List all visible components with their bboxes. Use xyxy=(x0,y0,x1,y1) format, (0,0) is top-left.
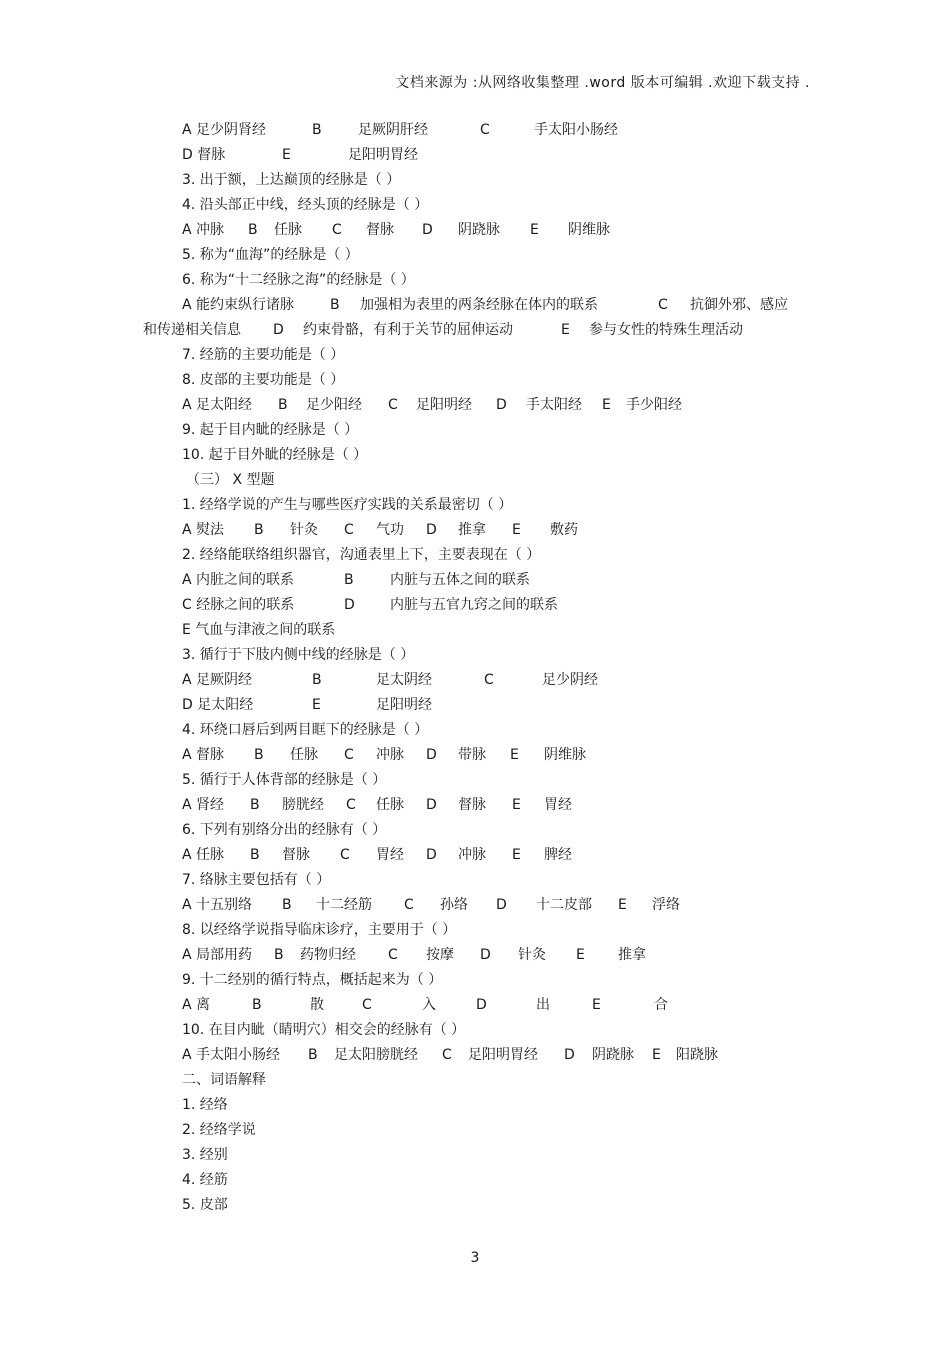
text-segment: 4. 经筋 xyxy=(182,1172,228,1188)
text-segment: D xyxy=(564,1047,575,1063)
text-segment: 6. 称为“十二经脉之海”的经脉是（ ） xyxy=(182,272,415,288)
text-segment: B xyxy=(330,297,340,313)
text-segment: 5. 循行于人体背部的经脉是（ ） xyxy=(182,772,387,788)
text-segment: 10. 在目内眦（睛明穴）相交会的经脉有（ ） xyxy=(182,1022,466,1038)
text-segment: E xyxy=(618,897,627,913)
text-segment: 3. 出于额，上达巅顶的经脉是（ ） xyxy=(182,172,401,188)
text-segment: 足少阴经 xyxy=(542,672,598,688)
text-segment: 足阳明胃经 xyxy=(468,1047,538,1063)
text-segment: A 局部用药 xyxy=(182,947,253,963)
text-segment: D xyxy=(426,797,437,813)
text-line xyxy=(0,618,950,643)
text-line xyxy=(0,1043,950,1068)
text-segment: D xyxy=(426,522,437,538)
text-segment: 10. 起于目外眦的经脉是（ ） xyxy=(182,447,368,463)
text-line xyxy=(0,768,950,793)
text-segment: C xyxy=(442,1047,452,1063)
text-segment: 散 xyxy=(310,997,324,1013)
text-segment: 合 xyxy=(654,997,668,1013)
text-line xyxy=(0,793,950,818)
text-segment: B xyxy=(312,672,322,688)
text-segment: 督脉 xyxy=(366,222,394,238)
text-segment: C xyxy=(388,397,398,413)
text-segment: C xyxy=(480,122,490,138)
text-segment: D xyxy=(496,397,507,413)
text-segment: 针灸 xyxy=(290,522,318,538)
text-segment: B xyxy=(282,897,292,913)
text-segment: 二、词语解释 xyxy=(182,1072,266,1088)
text-segment: A 能约束纵行诸脉 xyxy=(182,297,295,313)
text-line xyxy=(0,1018,950,1043)
text-segment: 督脉 xyxy=(282,847,310,863)
text-line xyxy=(0,168,950,193)
text-line xyxy=(0,1168,950,1193)
text-segment: 7. 络脉主要包括有（ ） xyxy=(182,872,331,888)
text-segment: 4. 环绕口唇后到两目眶下的经脉是（ ） xyxy=(182,722,429,738)
text-line xyxy=(0,268,950,293)
text-segment: 针灸 xyxy=(518,947,546,963)
text-line xyxy=(0,868,950,893)
text-segment: 9. 起于目内眦的经脉是（ ） xyxy=(182,422,359,438)
text-segment: E 气血与津液之间的联系 xyxy=(182,622,336,638)
text-line xyxy=(0,693,950,718)
text-segment: A 内脏之间的联系 xyxy=(182,572,295,588)
text-line xyxy=(0,668,950,693)
text-segment: B xyxy=(254,747,264,763)
text-segment: 8. 皮部的主要功能是（ ） xyxy=(182,372,345,388)
text-segment: 阴维脉 xyxy=(544,747,586,763)
text-line xyxy=(0,118,950,143)
text-segment: A 十五别络 xyxy=(182,897,253,913)
text-segment: 胃经 xyxy=(376,847,404,863)
text-segment: 推拿 xyxy=(618,947,646,963)
text-line xyxy=(0,918,950,943)
text-line xyxy=(0,1068,950,1093)
text-segment: D xyxy=(426,747,437,763)
text-segment: B xyxy=(274,947,284,963)
text-segment: E xyxy=(576,947,585,963)
text-segment: 十二皮部 xyxy=(536,897,592,913)
text-segment: 2. 经络学说 xyxy=(182,1122,256,1138)
text-segment: 内脏与五体之间的联系 xyxy=(390,572,530,588)
text-segment: 入 xyxy=(422,997,436,1013)
text-segment: 阴跷脉 xyxy=(458,222,500,238)
page-number: 3 xyxy=(470,1250,480,1266)
text-segment: A 足少阴肾经 xyxy=(182,122,267,138)
page-header: 文档来源为 :从网络收集整理 .word 版本可编辑 .欢迎下载支持 . xyxy=(395,75,810,91)
text-line xyxy=(0,818,950,843)
text-segment: D xyxy=(273,322,284,338)
text-segment: 十二经筋 xyxy=(316,897,372,913)
text-segment: C xyxy=(346,797,356,813)
text-segment: C xyxy=(388,947,398,963)
text-line xyxy=(0,1193,950,1218)
text-line xyxy=(0,318,950,343)
text-segment: B xyxy=(250,847,260,863)
text-segment: C xyxy=(362,997,372,1013)
text-segment: 4. 沿头部正中线，经头顶的经脉是（ ） xyxy=(182,197,429,213)
text-segment: 8. 以经络学说指导临床诊疗，主要用于（ ） xyxy=(182,922,457,938)
text-line xyxy=(0,943,950,968)
text-line xyxy=(0,293,950,318)
text-segment: （三） X 型题 xyxy=(186,472,275,488)
text-line xyxy=(0,718,950,743)
text-segment: E xyxy=(512,522,521,538)
text-line xyxy=(0,393,950,418)
text-line xyxy=(0,543,950,568)
text-segment: 任脉 xyxy=(376,797,404,813)
text-segment: 2. 经络能联络组织器官，沟通表里上下，主要表现在（ ） xyxy=(182,547,541,563)
text-segment: C xyxy=(344,747,354,763)
text-segment: B xyxy=(344,572,354,588)
text-segment: E xyxy=(512,797,521,813)
text-segment: 加强相为表里的两条经脉在体内的联系 xyxy=(360,297,598,313)
text-segment: 带脉 xyxy=(458,747,486,763)
text-segment: 督脉 xyxy=(458,797,486,813)
text-segment: C xyxy=(404,897,414,913)
text-line xyxy=(0,243,950,268)
text-segment: E xyxy=(510,747,519,763)
text-line xyxy=(0,143,950,168)
text-line xyxy=(0,368,950,393)
text-segment: D 足太阳经 xyxy=(182,697,254,713)
text-segment: 足厥阴肝经 xyxy=(358,122,428,138)
text-line xyxy=(0,418,950,443)
text-segment: 浮络 xyxy=(652,897,680,913)
text-segment: 手太阳小肠经 xyxy=(534,122,618,138)
text-segment: 3. 经别 xyxy=(182,1147,228,1163)
text-line xyxy=(0,193,950,218)
text-segment: A 冲脉 xyxy=(182,222,225,238)
text-segment: C xyxy=(344,522,354,538)
text-segment: B xyxy=(278,397,288,413)
text-segment: 阳跷脉 xyxy=(676,1047,718,1063)
text-segment: A 熨法 xyxy=(182,522,225,538)
text-line xyxy=(0,643,950,668)
text-segment: B xyxy=(252,997,262,1013)
text-segment: 脾经 xyxy=(544,847,572,863)
text-segment: 出 xyxy=(536,997,550,1013)
text-segment: A 任脉 xyxy=(182,847,225,863)
text-segment: E xyxy=(561,322,570,338)
text-segment: A 督脉 xyxy=(182,747,225,763)
text-segment: C xyxy=(484,672,494,688)
text-segment: C 经脉之间的联系 xyxy=(182,597,295,613)
text-segment: B xyxy=(254,522,264,538)
text-segment: 药物归经 xyxy=(300,947,356,963)
text-segment: 内脏与五官九窍之间的联系 xyxy=(390,597,558,613)
text-segment: A 离 xyxy=(182,997,211,1013)
text-segment: D xyxy=(422,222,433,238)
text-segment: 7. 经筋的主要功能是（ ） xyxy=(182,347,345,363)
text-segment: 按摩 xyxy=(426,947,454,963)
text-segment: E xyxy=(530,222,539,238)
text-line xyxy=(0,443,950,468)
text-segment: 手太阳经 xyxy=(526,397,582,413)
text-segment: E xyxy=(312,697,321,713)
text-line xyxy=(0,218,950,243)
text-segment: 足阳明经 xyxy=(376,697,432,713)
text-segment: 任脉 xyxy=(274,222,302,238)
text-line xyxy=(0,743,950,768)
text-segment: 1. 经络学说的产生与哪些医疗实践的关系最密切（ ） xyxy=(182,497,513,513)
text-line xyxy=(0,1118,950,1143)
text-segment: 1. 经络 xyxy=(182,1097,228,1113)
text-line xyxy=(0,1093,950,1118)
text-segment: B xyxy=(308,1047,318,1063)
text-segment: D xyxy=(476,997,487,1013)
text-segment: D xyxy=(480,947,491,963)
text-line xyxy=(0,1143,950,1168)
text-segment: C xyxy=(332,222,342,238)
text-line xyxy=(0,893,950,918)
text-segment: 3. 循行于下肢内侧中线的经脉是（ ） xyxy=(182,647,415,663)
text-line xyxy=(0,593,950,618)
text-segment: A 足厥阴经 xyxy=(182,672,253,688)
text-segment: 手少阳经 xyxy=(626,397,682,413)
text-segment: 孙络 xyxy=(440,897,468,913)
text-segment: 足阳明经 xyxy=(416,397,472,413)
text-segment: 阴维脉 xyxy=(568,222,610,238)
text-segment: 足阳明胃经 xyxy=(348,147,418,163)
text-segment: B xyxy=(312,122,322,138)
text-segment: E xyxy=(592,997,601,1013)
text-segment: D xyxy=(496,897,507,913)
text-segment: A 手太阳小肠经 xyxy=(182,1047,281,1063)
text-segment: A 足太阳经 xyxy=(182,397,253,413)
text-segment: C xyxy=(340,847,350,863)
text-segment: B xyxy=(250,797,260,813)
text-line xyxy=(0,843,950,868)
text-segment: 冲脉 xyxy=(458,847,486,863)
text-line xyxy=(0,468,950,493)
text-line xyxy=(0,993,950,1018)
text-segment: E xyxy=(512,847,521,863)
text-segment: 膀胱经 xyxy=(282,797,324,813)
text-segment: 敷药 xyxy=(550,522,578,538)
text-segment: E xyxy=(282,147,291,163)
text-segment: 足太阴经 xyxy=(376,672,432,688)
text-segment: 和传递相关信息 xyxy=(143,322,241,338)
text-segment: A 肾经 xyxy=(182,797,225,813)
text-segment: 气功 xyxy=(376,522,404,538)
text-segment: D xyxy=(426,847,437,863)
text-line xyxy=(0,968,950,993)
text-segment: D 督脉 xyxy=(182,147,226,163)
text-segment: 足少阳经 xyxy=(306,397,362,413)
text-line xyxy=(0,343,950,368)
text-line xyxy=(0,568,950,593)
text-segment: E xyxy=(652,1047,661,1063)
text-segment: 5. 称为“血海”的经脉是（ ） xyxy=(182,247,359,263)
text-segment: 6. 下列有别络分出的经脉有（ ） xyxy=(182,822,387,838)
text-segment: 抗御外邪、感应 xyxy=(690,297,788,313)
text-segment: 5. 皮部 xyxy=(182,1197,228,1213)
text-segment: 参与女性的特殊生理活动 xyxy=(589,322,743,338)
text-segment: D xyxy=(344,597,355,613)
text-segment: 胃经 xyxy=(544,797,572,813)
text-segment: B xyxy=(248,222,258,238)
text-segment: 9. 十二经别的循行特点，概括起来为（ ） xyxy=(182,972,443,988)
text-segment: C xyxy=(658,297,668,313)
document-body xyxy=(0,118,950,1218)
text-segment: 任脉 xyxy=(290,747,318,763)
text-segment: E xyxy=(602,397,611,413)
text-line xyxy=(0,518,950,543)
text-segment: 足太阳膀胱经 xyxy=(334,1047,418,1063)
text-segment: 约束骨骼，有利于关节的屈伸运动 xyxy=(303,322,513,338)
text-segment: 阴跷脉 xyxy=(592,1047,634,1063)
text-segment: 冲脉 xyxy=(376,747,404,763)
text-line xyxy=(0,493,950,518)
text-segment: 推拿 xyxy=(458,522,486,538)
